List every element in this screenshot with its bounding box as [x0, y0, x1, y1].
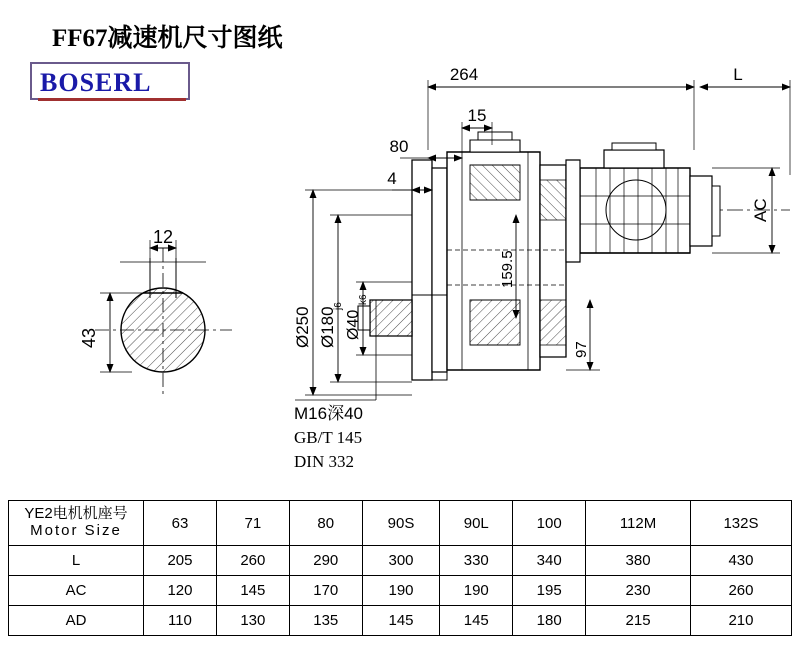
- table-header-label: [9, 501, 144, 546]
- cell-l-7: 430: [690, 546, 791, 576]
- table-col-0: 63: [144, 501, 217, 546]
- cell-ac-0: 120: [144, 576, 217, 606]
- table-col-3: 90S: [362, 501, 440, 546]
- dim-15: 15: [467, 106, 487, 125]
- cell-ad-1: 130: [216, 606, 289, 636]
- cell-ac-2: 170: [289, 576, 362, 606]
- cell-ad-4: 145: [440, 606, 513, 636]
- cell-l-5: 340: [513, 546, 586, 576]
- dim-43: 43: [79, 327, 99, 348]
- cell-ac-4: 190: [440, 576, 513, 606]
- dim-180-tol: j6: [333, 302, 344, 310]
- page-title: FF67减速机尺寸图纸: [52, 25, 283, 52]
- dim-250: Ø250: [293, 306, 312, 348]
- table-row: [9, 576, 792, 606]
- dim-80: 80: [389, 137, 409, 156]
- dim-264: 264: [449, 65, 479, 84]
- cell-ad-0: 110: [144, 606, 217, 636]
- dim-159-5: 159.5: [499, 250, 516, 288]
- table-col-4: 90L: [440, 501, 513, 546]
- cell-ac-1: 145: [216, 576, 289, 606]
- note-din332: DIN 332: [294, 452, 354, 471]
- note-m16: M16深40: [294, 404, 363, 423]
- cell-ac-3: 190: [362, 576, 440, 606]
- dim-4: 4: [387, 169, 397, 188]
- table-col-2: 80: [289, 501, 362, 546]
- brand-logo-text: BOSERL: [40, 68, 152, 97]
- table-col-6: 112M: [586, 501, 691, 546]
- dim-180: Ø180: [318, 306, 337, 348]
- dim-L: L: [733, 65, 743, 84]
- cell-ac-5: 195: [513, 576, 586, 606]
- dim-97: 97: [573, 341, 590, 358]
- cell-ac-6: 230: [586, 576, 691, 606]
- dim-40: Ø40: [345, 309, 362, 340]
- row-label-ad: AD: [9, 606, 144, 636]
- cell-l-2: 290: [289, 546, 362, 576]
- table-col-1: 71: [216, 501, 289, 546]
- table-col-5: 100: [513, 501, 586, 546]
- cell-ad-6: 215: [586, 606, 691, 636]
- row-label-ac: AC: [9, 576, 144, 606]
- cell-ad-3: 145: [362, 606, 440, 636]
- cell-l-0: 205: [144, 546, 217, 576]
- table-header-label-en: Motor Size: [30, 522, 122, 539]
- cell-l-3: 300: [362, 546, 440, 576]
- table-header-row: [9, 501, 792, 546]
- dim-12: 12: [152, 227, 174, 247]
- table-header-label-cn: YE2电机机座号: [24, 505, 128, 523]
- cell-l-1: 260: [216, 546, 289, 576]
- cell-ad-5: 180: [513, 606, 586, 636]
- dim-40-tol: k6: [358, 294, 369, 305]
- cell-ad-7: 210: [690, 606, 791, 636]
- table-row: [9, 606, 792, 636]
- table-row: [9, 546, 792, 576]
- table-col-7: 132S: [690, 501, 791, 546]
- cell-l-4: 330: [440, 546, 513, 576]
- dim-AC: AC: [751, 198, 770, 222]
- cell-ac-7: 260: [690, 576, 791, 606]
- note-gbt145: GB/T 145: [294, 428, 363, 447]
- row-label-l: L: [9, 546, 144, 576]
- cell-l-6: 380: [586, 546, 691, 576]
- spec-table: [8, 500, 792, 636]
- cell-ad-2: 135: [289, 606, 362, 636]
